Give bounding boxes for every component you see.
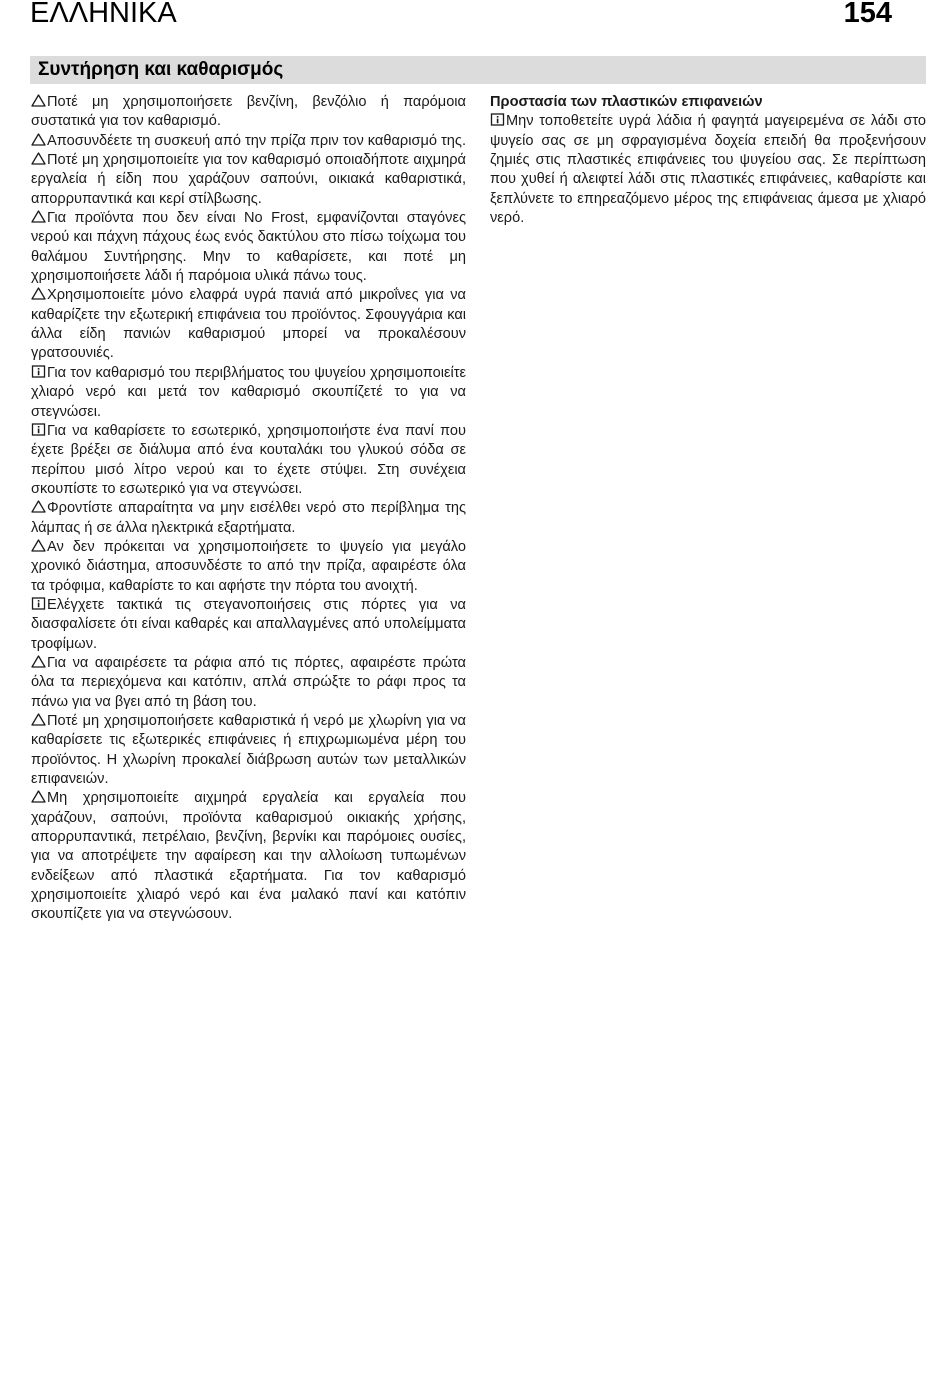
instruction-text: Αν δεν πρόκειται να χρησιμοποιήσετε το ψυγείο για μεγάλο χρονικό διάστημα, αποσυνδέστε το από την πρίζα, αφαιρέστε όλα τα τρόφιμα, καθαρίστε το και αφήστε την πόρτα του ανοιχτή. bbox=[31, 538, 466, 594]
instruction-paragraph bbox=[31, 364, 466, 422]
warning-icon bbox=[31, 790, 46, 803]
instruction-paragraph bbox=[31, 499, 466, 538]
info-icon bbox=[31, 597, 46, 610]
warning-icon bbox=[31, 133, 46, 146]
instruction-paragraph bbox=[31, 712, 466, 789]
warning-icon bbox=[31, 500, 46, 513]
left-column bbox=[31, 93, 466, 925]
instruction-paragraph bbox=[31, 151, 466, 209]
right-column-paragraphs bbox=[490, 112, 926, 228]
warning-icon bbox=[31, 287, 46, 300]
instruction-paragraph bbox=[31, 789, 466, 924]
instruction-text: Για προϊόντα που δεν είναι No Frost, εμφανίζονται σταγόνες νερού και πάχνη πάχους έως ενός δακτύλου στο πίσω τοίχωμα του θαλάμου Συντήρησης. Μην το καθαρίσετε, και ποτέ μη χρησιμοποιήσετε λάδι ή παρόμοια υλικά πάνω τους. bbox=[31, 210, 466, 285]
instruction-paragraph bbox=[31, 93, 466, 132]
instruction-text: Φροντίστε απαραίτητα να μην εισέλθει νερό στο περίβλημα της λάμπας ή σε άλλα ηλεκτρικά εξαρτήματα. bbox=[31, 500, 466, 536]
page-header bbox=[30, 0, 892, 30]
warning-icon bbox=[31, 210, 46, 223]
instruction-paragraph bbox=[31, 654, 466, 712]
right-column bbox=[490, 93, 926, 228]
instruction-paragraph bbox=[31, 596, 466, 654]
warning-icon bbox=[31, 152, 46, 165]
language-title: ΕΛΛΗΝΙΚΑ bbox=[30, 0, 177, 29]
info-icon bbox=[31, 423, 46, 436]
instruction-paragraph bbox=[31, 286, 466, 363]
section-header-bar bbox=[30, 56, 926, 84]
warning-icon bbox=[31, 713, 46, 726]
instruction-text: Αποσυνδέετε τη συσκευή από την πρίζα πριν τον καθαρισμό της. bbox=[47, 132, 467, 149]
instruction-text: Μη χρησιμοποιείτε αιχμηρά εργαλεία και εργαλεία που χαράζουν, σαπούνι, προϊόντα καθαρισμού οικιακής χρήσης, απορρυπαντικά, πετρέλαιο, βενζίνη, βερνίκι και παρόμοιες ουσίες, για να αποτρέψετε την αφαίρεση και την αλλοίωση τυπωμένων ενδείξεων από πλαστικά εξαρτήματα. Για τον καθαρισμό χρησιμοποιείτε χλιαρό νερό και ένα μαλακό πανί και κατόπιν σκουπίζετε για να στεγνώσουν. bbox=[31, 790, 466, 923]
instruction-text: Ελέγχετε τακτικά τις στεγανοποιήσεις στις πόρτες για να διασφαλίσετε ότι είναι καθαρές και απαλλαγμένες από υπολείμματα τροφίμων. bbox=[31, 596, 466, 652]
instruction-text: Ποτέ μη χρησιμοποιείτε για τον καθαρισμό οποιαδήποτε αιχμηρά εργαλεία ή είδη που χαράζουν σαπούνι, οικιακά καθαριστικά, απορρυπαντικά και κερί στίλβωσης. bbox=[31, 152, 466, 207]
instruction-paragraph bbox=[31, 422, 466, 499]
instruction-text: Ποτέ μη χρησιμοποιήσετε βενζίνη, βενζόλιο ή παρόμοια συστατικά για τον καθαρισμό. bbox=[31, 94, 466, 130]
instruction-text: Για να αφαιρέσετε τα ράφια από τις πόρτες, αφαιρέστε πρώτα όλα τα περιεχόμενα και κατόπιν, απλά σπρώξτε το ράφι προς τα πάνω για να βγει από τη βάση του. bbox=[31, 654, 466, 710]
info-icon bbox=[31, 365, 46, 378]
warning-icon bbox=[31, 539, 46, 552]
subsection-heading: Προστασία των πλαστικών επιφανειών bbox=[490, 94, 763, 110]
warning-icon bbox=[31, 94, 46, 107]
instruction-paragraph bbox=[31, 538, 466, 596]
instruction-text: Ποτέ μη χρησιμοποιήσετε καθαριστικά ή νερό με χλωρίνη για να καθαρίσετε τις εξωτερικές επιφάνειες ή επιχρωμιωμένα μέρη του προϊόντος. Η χλωρίνη προκαλεί διάβρωση αυτών των μεταλλικών επιφανειών. bbox=[31, 713, 466, 788]
instruction-paragraph bbox=[31, 209, 466, 286]
section-title: Συντήρηση και καθαρισμός bbox=[38, 59, 284, 80]
instruction-text: Χρησιμοποιείτε μόνο ελαφρά υγρά πανιά από μικροΐνες για να καθαρίζετε την εξωτερική επιφάνεια του προϊόντος. Σφουγγάρια και άλλα είδη πανιών καθαρισμού μπορεί να προκαλέσουν γρατσουνιές. bbox=[31, 287, 466, 362]
instruction-text: Για να καθαρίσετε το εσωτερικό, χρησιμοποιήστε ένα πανί που έχετε βρέξει σε διάλυμα από ένα κουταλάκι του γλυκού σόδα σε περίπου μισό λίτρο νερού και το έχετε στύψει. Στη συνέχεια σκουπίστε το εσωτερικό για να στεγνώσει. bbox=[31, 422, 466, 497]
instruction-paragraph bbox=[490, 112, 926, 228]
instruction-paragraph bbox=[31, 132, 466, 151]
page-number: 154 bbox=[843, 0, 892, 29]
instruction-text: Για τον καθαρισμό του περιβλήματος του ψυγείου χρησιμοποιείτε χλιαρό νερό και μετά τον καθαρισμό σκουπίζετέ το για να στεγνώσει. bbox=[31, 364, 466, 420]
warning-icon bbox=[31, 655, 46, 668]
instruction-text: Μην τοποθετείτε υγρά λάδια ή φαγητά μαγειρεμένα σε λάδι στο ψυγείο σας σε μη σφραγισμένα δοχεία επειδή θα προξενήσουν ζημιές στις πλαστικές επιφάνειες του ψυγείου σας. Σε περίπτωση που χυθεί ή αλειφτεί λάδι στις πλαστικές επιφάνειες, καθαρίστε και ξεπλύνετε το επηρεαζόμενο μέρος της επιφάνειας άμεσα με χλιαρό νερό. bbox=[490, 113, 926, 227]
info-icon bbox=[490, 113, 505, 126]
